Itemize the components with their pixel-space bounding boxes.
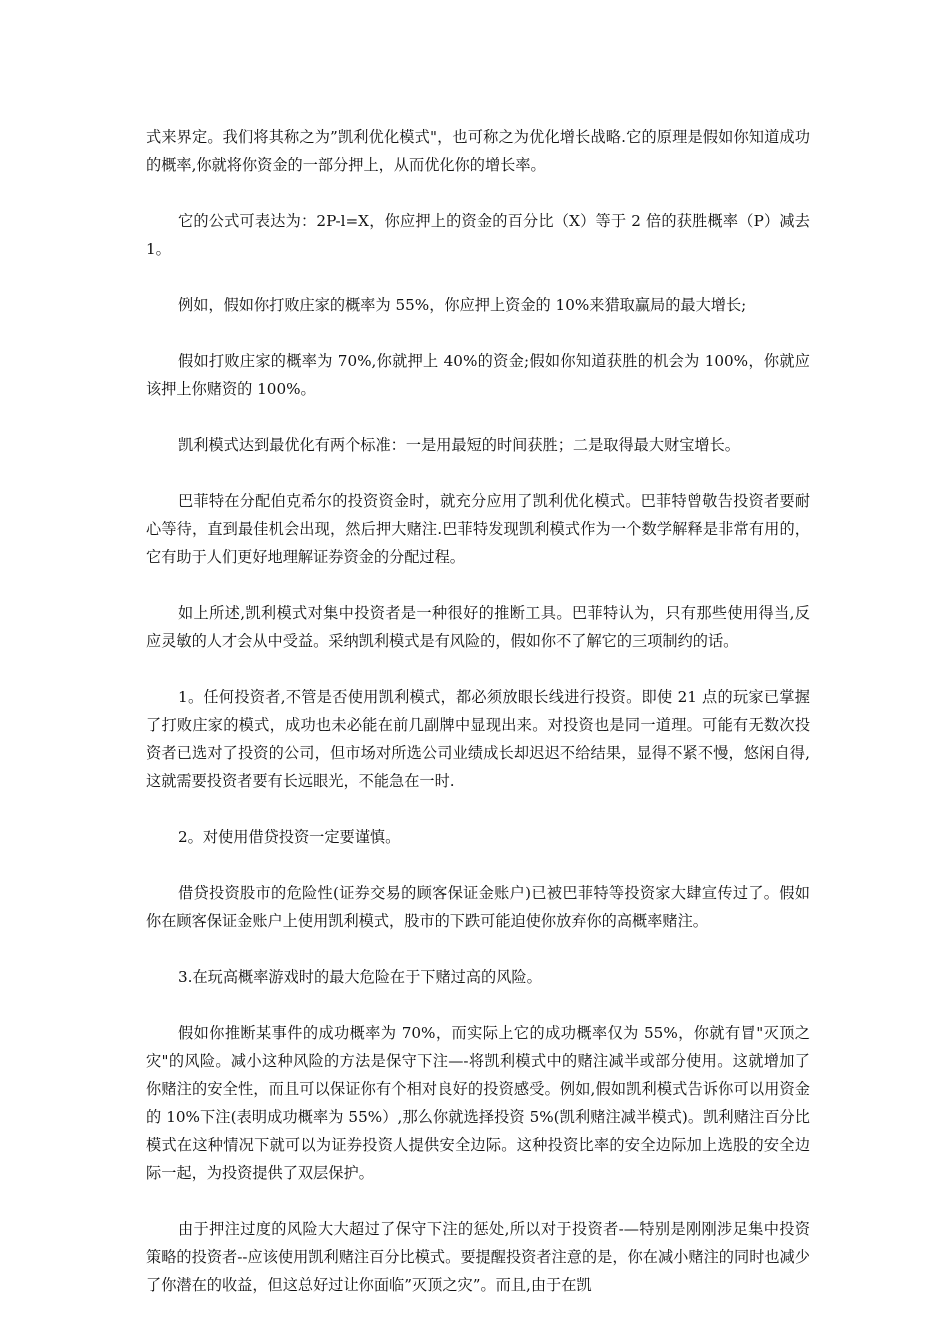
paragraph-margin-risk: 借贷投资股市的危险性(证券交易的顾客保证金账户)已被巴菲特等投资家大肆宣传过了。假如你在顾客保证金账户上使用凯利模式，股市的下跌可能迫使你放弃你的高概率赌注。 <box>146 884 810 930</box>
paragraph-constraint-1: 1。任何投资者,不管是否使用凯利模式，都必须放眼长线进行投资。即使 21 点的玩家已掌握了打败庄家的模式，成功也未必能在前几副牌中显现出来。对投资也是同一道理。可能有无数次投资者已选对了投资的公司，但市场对所选公司业绩成长却迟迟不给结果，显得不紧不慢，悠闲自得,这就需要投资者要有长远眼光，不能急在一时. <box>146 688 810 790</box>
paragraph-three-constraints: 如上所述,凯利模式对集中投资者是一种很好的推断工具。巴菲特认为，只有那些使用得当,反应灵敏的人才会从中受益。采纳凯利模式是有风险的，假如你不了解它的三项制约的话。 <box>146 604 810 650</box>
paragraph-example-55: 例如，假如你打败庄家的概率为 55%，你应押上资金的 10%来猎取赢局的最大增长; <box>178 296 747 314</box>
paragraph-half-kelly: 假如你推断某事件的成功概率为 70%，而实际上它的成功概率仅为 55%，你就有冒"灭顶之灾"的风险。减小这种风险的方法是保守下注—-将凯利模式中的赌注减半或部分使用。这就增加了你赌注的安全性，而且可以保证你有个相对良好的投资感受。例如,假如凯利模式告诉你可以用资金的 10%下注(表明成功概率为 55%）,那么你就选择投资 5%(凯利赌注减半模式)。凯利赌注百分比模式在这种情况下就可以为证券投资人提供安全边际。这种投资比率的安全边际加上选股的安全边际一起，为投资提供了双层保护。 <box>146 1024 810 1182</box>
paragraph-formula: 它的公式可表达为：2P-l=X，你应押上的资金的百分比（X）等于 2 倍的获胜概率（P）减去 1。 <box>146 212 810 258</box>
document-body <box>146 123 810 1299</box>
paragraph-overbetting-risk: 由于押注过度的风险大大超过了保守下注的惩处,所以对于投资者-—特别是刚刚涉足集中投资策略的投资者--应该使用凯利赌注百分比模式。要提醒投资者注意的是，你在减小赌注的同时也减少了你潜在的收益，但这总好过让你面临”灭顶之灾”。而且,由于在凯 <box>146 1220 810 1294</box>
paragraph-constraint-3-heading: 3.在玩高概率游戏时的最大危险在于下赌过高的风险。 <box>178 968 542 986</box>
paragraph-constraint-2-heading: 2。对使用借贷投资一定要谨慎。 <box>178 828 401 846</box>
paragraph-kelly-definition: 式来界定。我们将其称之为”凯利优化模式"，也可称之为优化增长战略.它的原理是假如你知道成功的概率,你就将你资金的一部分押上，从而优化你的增长率。 <box>146 128 810 174</box>
paragraph-buffett-allocation: 巴菲特在分配伯克希尔的投资资金时，就充分应用了凯利优化模式。巴菲特曾敬告投资者要耐心等待，直到最佳机会出现，然后押大赌注.巴菲特发现凯利模式作为一个数学解释是非常有用的，它有助于人们更好地理解证券资金的分配过程。 <box>146 492 810 566</box>
paragraph-example-70: 假如打败庄家的概率为 70%,你就押上 40%的资金;假如你知道获胜的机会为 100%，你就应该押上你赌资的 100%。 <box>146 352 810 398</box>
paragraph-optimization-criteria: 凯利模式达到最优化有两个标准：一是用最短的时间获胜；二是取得最大财宝增长。 <box>178 436 740 454</box>
